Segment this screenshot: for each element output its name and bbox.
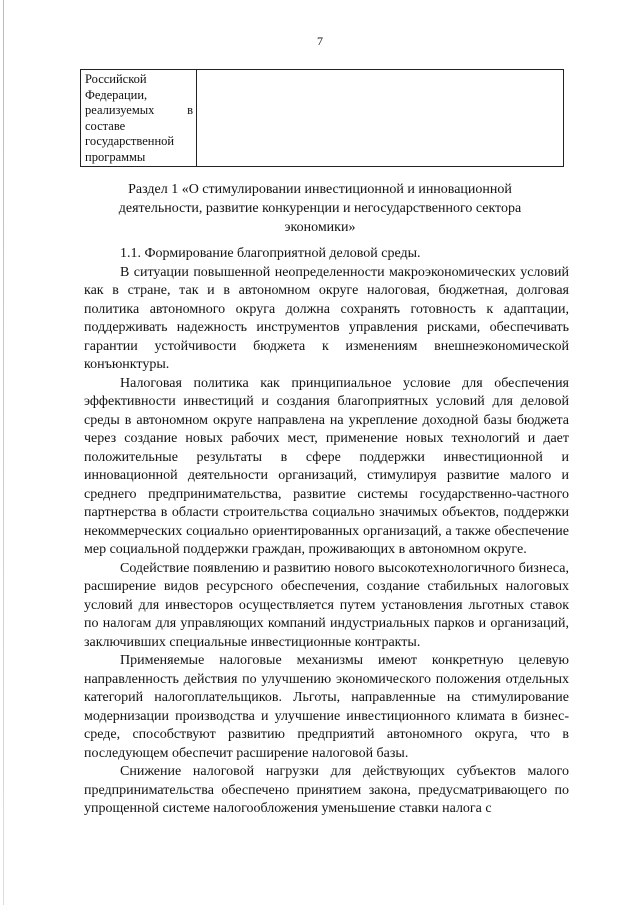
table-line: Федерации, [85,87,148,102]
body-text [84,245,569,819]
table-line: Российской [85,72,147,86]
page-number: 7 [317,34,323,48]
table-cell-left [81,70,197,167]
table-line: программы [85,149,146,164]
paragraph: Содействие появлению и развитию нового высокотехнологичного бизнеса, расширение видов ресурсного обеспечения, создание стабильных налоговых условий для инвесторов осуществляется путем установления льготных ставок по налогам для управляющих компаний индустриальных парков и организаций, заключивших специальные инвестиционные контракты. [84,560,569,650]
paragraph: Применяемые налоговые механизмы имеют конкретную целевую направленность действия по улучшению экономического положения отдельных категорий налогоплательщиков. Льготы, направленные на стимулирование модернизации производства и улучшение инвестиционного климата в бизнес-среде, способствуют развитию предприятий автономного округа, что в последующем обеспечит расширение налоговой базы. [84,653,569,761]
table-line: государственной [85,134,175,149]
paragraph: Снижение налоговой нагрузки для действующих субъектов малого предпринимательства обеспечено принятием закона, предусматривающего по упрощенной системе налогообложения уменьшение ставки налога с [84,764,569,816]
table-line-suffix: в [187,103,193,118]
table-cell-right [197,70,564,167]
table-line: составе [85,118,126,133]
paragraph: В ситуации повышенной неопределенности макроэкономических условий как в стране, так и в автономном округе налоговая, бюджетная, долговая политика автономного округа должна сохранять готовность к адаптации, поддерживать надежность инструментов управления рисками, обеспечивать гарантии устойчивости бюджета к изменениям внешнеэкономической конъюнктуры. [84,264,569,372]
continuation-table [80,69,564,167]
table-line: реализуемых [85,103,155,118]
subsection-heading: 1.1. Формирование благоприятной деловой среды. [120,246,421,261]
section-title: Раздел 1 «О стимулировании инвестиционной и инновационной деятельности, развитие конкуренции и негосударственного сектора экономики» [118,182,522,235]
table-line-justified [85,103,193,119]
page-edge-line [3,0,4,905]
paragraph: Налоговая политика как принципиальное условие для обеспечения эффективности инвестиций и создания благоприятных условий для деловой среды в автономном округе направлена на укрепление доходной базы бюджета через создание новых рабочих мест, применение новых технологий и дает положительные результаты в сфере поддержки инвестиционной и инновационной деятельности организаций, стимулируя развитие малого и среднего предпринимательства, развитие системы государственно-частного партнерства в области строительства социально значимых объектов, поддержки некоммерческих социально ориентированных организаций, а также обеспечение мер социальной поддержки граждан, проживающих в автономном округе. [84,375,569,557]
